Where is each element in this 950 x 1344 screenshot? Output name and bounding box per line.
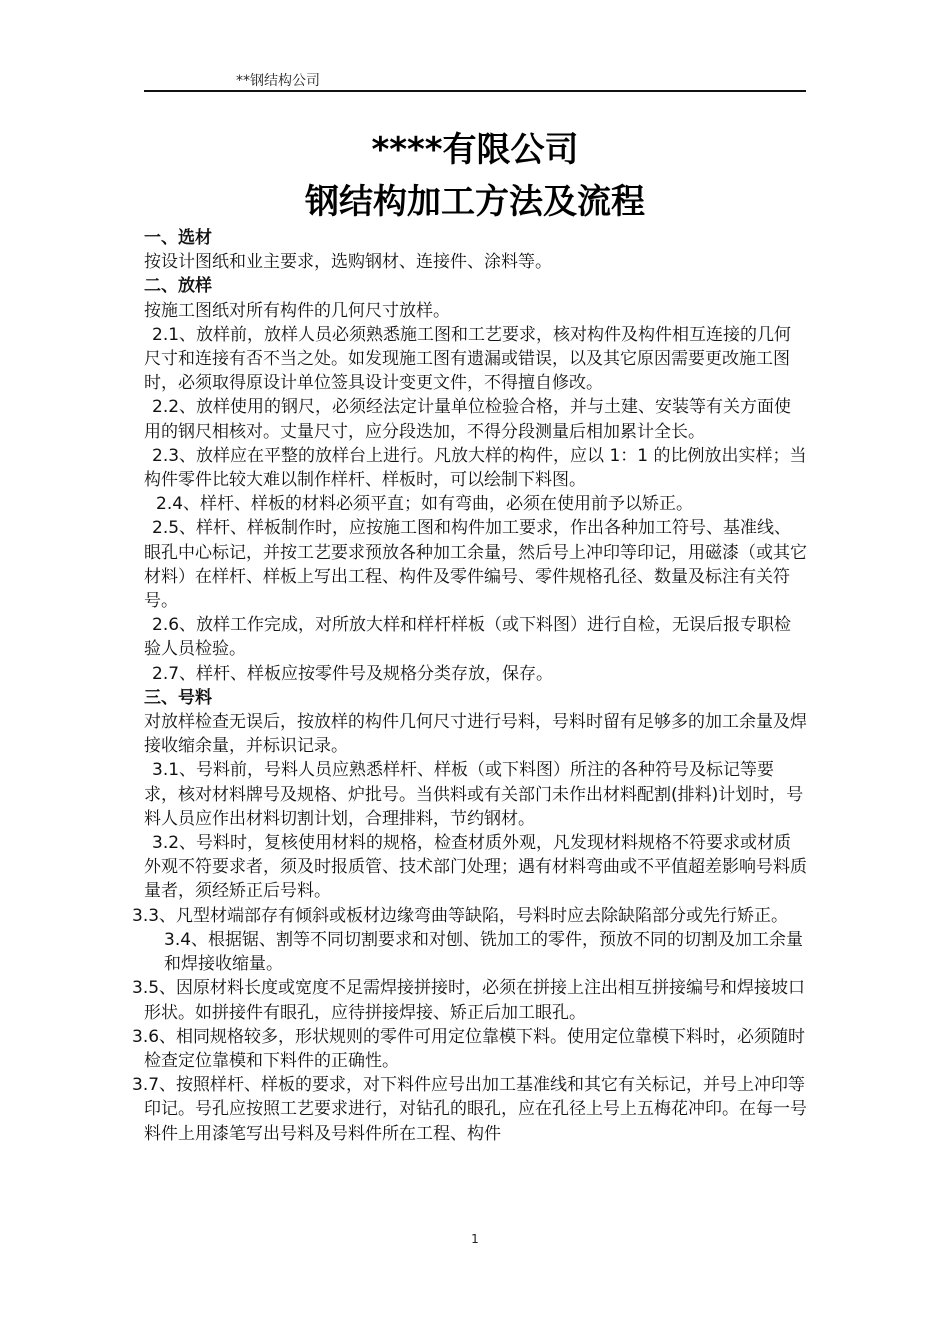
- clause-3-6: 3.6、相同规格较多，形状规则的零件可用定位靠模下料。使用定位靠模下料时，必须随时检查定位靠模和下料件的正确性。: [132, 1026, 806, 1071]
- document-body: [132, 226, 808, 1146]
- document-title: 钢结构加工方法及流程: [305, 182, 645, 222]
- paragraph: 对放样检查无误后，按放样的构件几何尺寸进行号料，号料时留有足够多的加工余量及焊接收缩余量，并标识记录。: [144, 712, 807, 757]
- clause-2-3: 2.3、放样应在平整的放样台上进行。凡放大样的构件，应以 1：1 的比例放出实样；当构件零件比较大难以制作样杆、样板时，可以绘制下料图。: [144, 445, 807, 491]
- clause-2-5: 2.5、样杆、样板制作时，应按施工图和构件加工要求，作出各种加工符号、基准线、眼孔中心标记，并按工艺要求预放各种加工余量，然后号上冲印等印记，用磁漆（或其它材料）在样杆、样板上写出工程、构件及零件编号、零件规格孔径、数量及标注有关符号。: [144, 518, 807, 612]
- paragraph: 按设计图纸和业主要求，选购钢材、连接件、涂料等。: [144, 252, 552, 273]
- clause-2-7: 2.7、样杆、样板应按零件号及规格分类存放，保存。: [152, 663, 554, 684]
- clause-2-1: 2.1、放样前，放样人员必须熟悉施工图和工艺要求，核对构件及构件相互连接的几何尺寸和连接有否不当之处。如发现施工图有遗漏或错误，以及其它原因需要更改施工图时，必须取得原设计单位签具设计变更文件，不得擅自修改。: [144, 324, 792, 394]
- page-number: 1: [471, 1232, 479, 1246]
- clause-3-4: 3.4、根据锯、割等不同切割要求和对刨、铣加工的零件，预放不同的切割及加工余量和焊接收缩量。: [164, 929, 804, 975]
- clause-2-2: 2.2、放样使用的钢尺，必须经法定计量单位检验合格，并与土建、安装等有关方面使用的钢尺相核对。丈量尺寸，应分段迭加，不得分段测量后相加累计全长。: [144, 397, 792, 442]
- header-rule: [144, 90, 806, 92]
- section-heading-2: 二、放样: [144, 276, 212, 297]
- clause-3-7: 3.7、按照样杆、样板的要求，对下料件应号出加工基准线和其它有关标记，并号上冲印等印记。号孔应按照工艺要求进行，对钻孔的眼孔，应在孔径上号上五梅花冲印。在每一号料件上用漆笔写出号料及号料件所在工程、构件: [132, 1075, 807, 1144]
- document-title-company: ****有限公司: [371, 130, 579, 170]
- section-heading-3: 三、号料: [144, 687, 212, 708]
- paragraph: 按施工图纸对所有构件的几何尺寸放样。: [144, 300, 450, 321]
- clause-2-4: 2.4、样杆、样板的材料必须平直；如有弯曲，必须在使用前予以矫正。: [156, 494, 694, 515]
- clause-3-3: 3.3、凡型材端部存有倾斜或板材边缘弯曲等缺陷，号料时应去除缺陷部分或先行矫正。: [132, 905, 789, 926]
- header-company: **钢结构公司: [236, 73, 320, 89]
- clause-3-1: 3.1、号料前，号料人员应熟悉样杆、样板（或下料图）所注的各种符号及标记等要求，核对材料牌号及规格、炉批号。当供料或有关部门未作出材料配割(排料)计划时，号料人员应作出材料切割计划，合理排料，节约钢材。: [144, 760, 804, 829]
- clause-3-2: 3.2、号料时，复核使用材料的规格，检查材质外观，凡发现材料规格不符要求或材质外观不符要求者，须及时报质管、技术部门处理；遇有材料弯曲或不平值超差影响号料质量者，须经矫正后号料。: [144, 833, 807, 902]
- clause-3-5: 3.5、因原材料长度或宽度不足需焊接拼接时，必须在拼接上注出相互拼接编号和焊接坡口形状。如拼接件有眼孔，应待拼接焊接、矫正后加工眼孔。: [132, 978, 806, 1023]
- section-heading-1: 一、选材: [144, 228, 212, 248]
- clause-2-6: 2.6、放样工作完成，对所放大样和样杆样板（或下料图）进行自检，无误后报专职检验人员检验。: [144, 615, 792, 660]
